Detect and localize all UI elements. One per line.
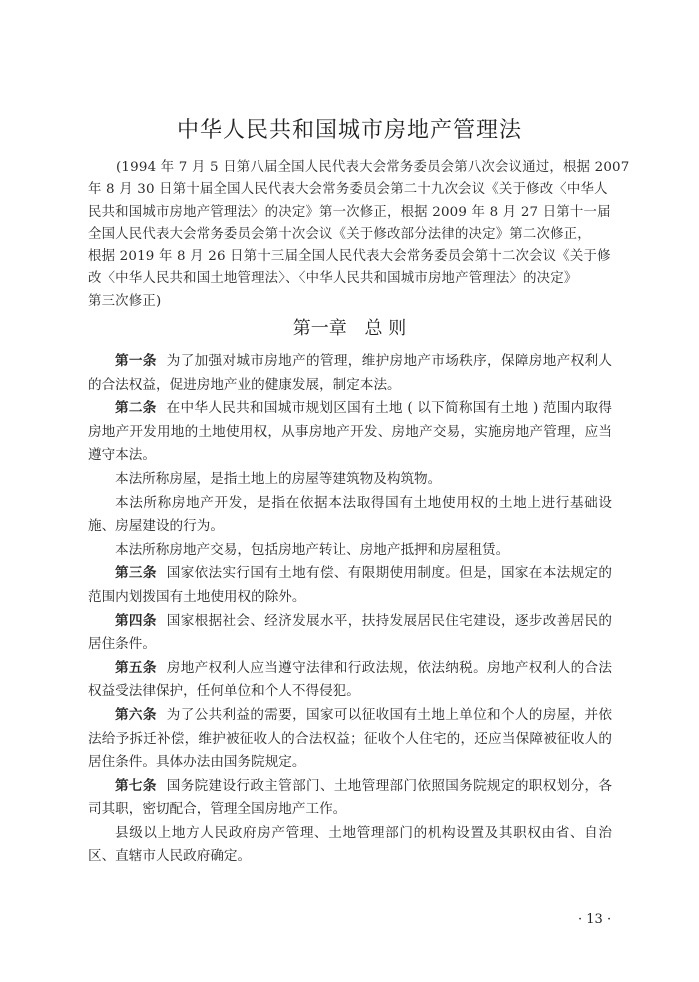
- article-text: 为了加强对城市房地产的管理，维护房地产市场秩序，保障房地产权利人的合法权益，促进房地产业的健康发展，制定本法。: [88, 353, 613, 393]
- article-number: 第五条: [115, 659, 157, 676]
- article-number: 第六条: [115, 706, 157, 723]
- article-number: 第七条: [115, 777, 157, 794]
- article-number: 第三条: [115, 565, 157, 582]
- note-line: 民共和国城市房地产管理法〉的决定》第一次修正，根据 2009 年 8 月 27 日第十一届: [88, 204, 611, 220]
- article-text: 国家根据社会、经济发展水平，扶持发展居民住宅建设，逐步改善居民的居住条件。: [88, 612, 613, 653]
- article-paragraph: [88, 822, 612, 869]
- article-body: [88, 350, 612, 869]
- chapter-name: 总 则: [364, 318, 407, 339]
- amendment-note: [88, 157, 630, 313]
- note-line: (1994 年 7 月 5 日第八届全国人民代表大会常务委员会第八次会议通过，根据 2007: [116, 160, 630, 175]
- law-title: 中华人民共和国城市房地产管理法: [176, 118, 522, 143]
- article-text: 国务院建设行政主管部门、土地管理部门依照国务院规定的职权划分，各司其职，密切配合，管理全国房地产工作。: [88, 777, 613, 818]
- article-paragraph: [88, 350, 612, 397]
- article-text: 本法所称房地产开发，是指在依据本法取得国有土地使用权的土地上进行基础设施、房屋建设的行为。: [88, 494, 612, 535]
- article-text: 在中华人民共和国城市规划区国有土地 ( 以下简称国有土地 ) 范围内取得房地产开发用地的土地使用权，从事房地产开发、房地产交易，实施房地产管理，应当遵守本法。: [88, 400, 613, 464]
- note-line: 全国人民代表大会常务委员会第十次会议《关于修改部分法律的决定》第二次修正，: [88, 226, 591, 242]
- article-text: 国家依法实行国有土地有偿、有限期使用制度。但是，国家在本法规定的范围内划拨国有土地使用权的除外。: [88, 565, 613, 605]
- note-line: 改〈中华人民共和国土地管理法〉、〈中华人民共和国城市房地产管理法〉的决定》: [88, 271, 578, 287]
- article-paragraph: [88, 468, 612, 492]
- article-paragraph: [88, 704, 612, 775]
- article-paragraph: [88, 610, 612, 657]
- note-line: 第三次修正): [88, 293, 162, 309]
- chapter-heading: [0, 314, 699, 340]
- article-text: 房地产权利人应当遵守法律和行政法规，依法纳税。房地产权利人的合法权益受法律保护，任何单位和个人不得侵犯。: [88, 659, 613, 700]
- article-text: 本法所称房屋，是指土地上的房屋等建筑物及构筑物。: [115, 470, 442, 487]
- article-number: 第四条: [115, 612, 157, 629]
- article-paragraph: [88, 397, 612, 468]
- note-line: 年 8 月 30 日第十届全国人民代表大会常务委员会第二十九次会议《关于修改〈中华人: [88, 182, 608, 198]
- note-line: 根据 2019 年 8 月 26 日第十三届全国人民代表大会常务委员会第十二次会议《关于修: [88, 249, 611, 265]
- article-paragraph: [88, 562, 612, 609]
- article-paragraph: [88, 539, 612, 563]
- article-text: 县级以上地方人民政府房产管理、土地管理部门的机构设置及其职权由省、自治区、直辖市人民政府确定。: [88, 824, 612, 865]
- article-number: 第二条: [115, 400, 157, 417]
- article-number: 第一条: [115, 353, 157, 369]
- chapter-number: 第一章: [292, 318, 347, 339]
- article-text: 为了公共利益的需要，国家可以征收国有土地上单位和个人的房屋，并依法给予拆迁补偿，维护被征收人的合法权益；征收个人住宅的，还应当保障被征收人的居住条件。具体办法由国务院规定。: [88, 706, 613, 771]
- page-number: · 13 ·: [578, 912, 612, 927]
- article-paragraph: [88, 657, 612, 704]
- article-paragraph: [88, 775, 612, 822]
- article-paragraph: [88, 492, 612, 539]
- article-text: 本法所称房地产交易，包括房地产转让、房地产抵押和房屋租赁。: [115, 541, 510, 558]
